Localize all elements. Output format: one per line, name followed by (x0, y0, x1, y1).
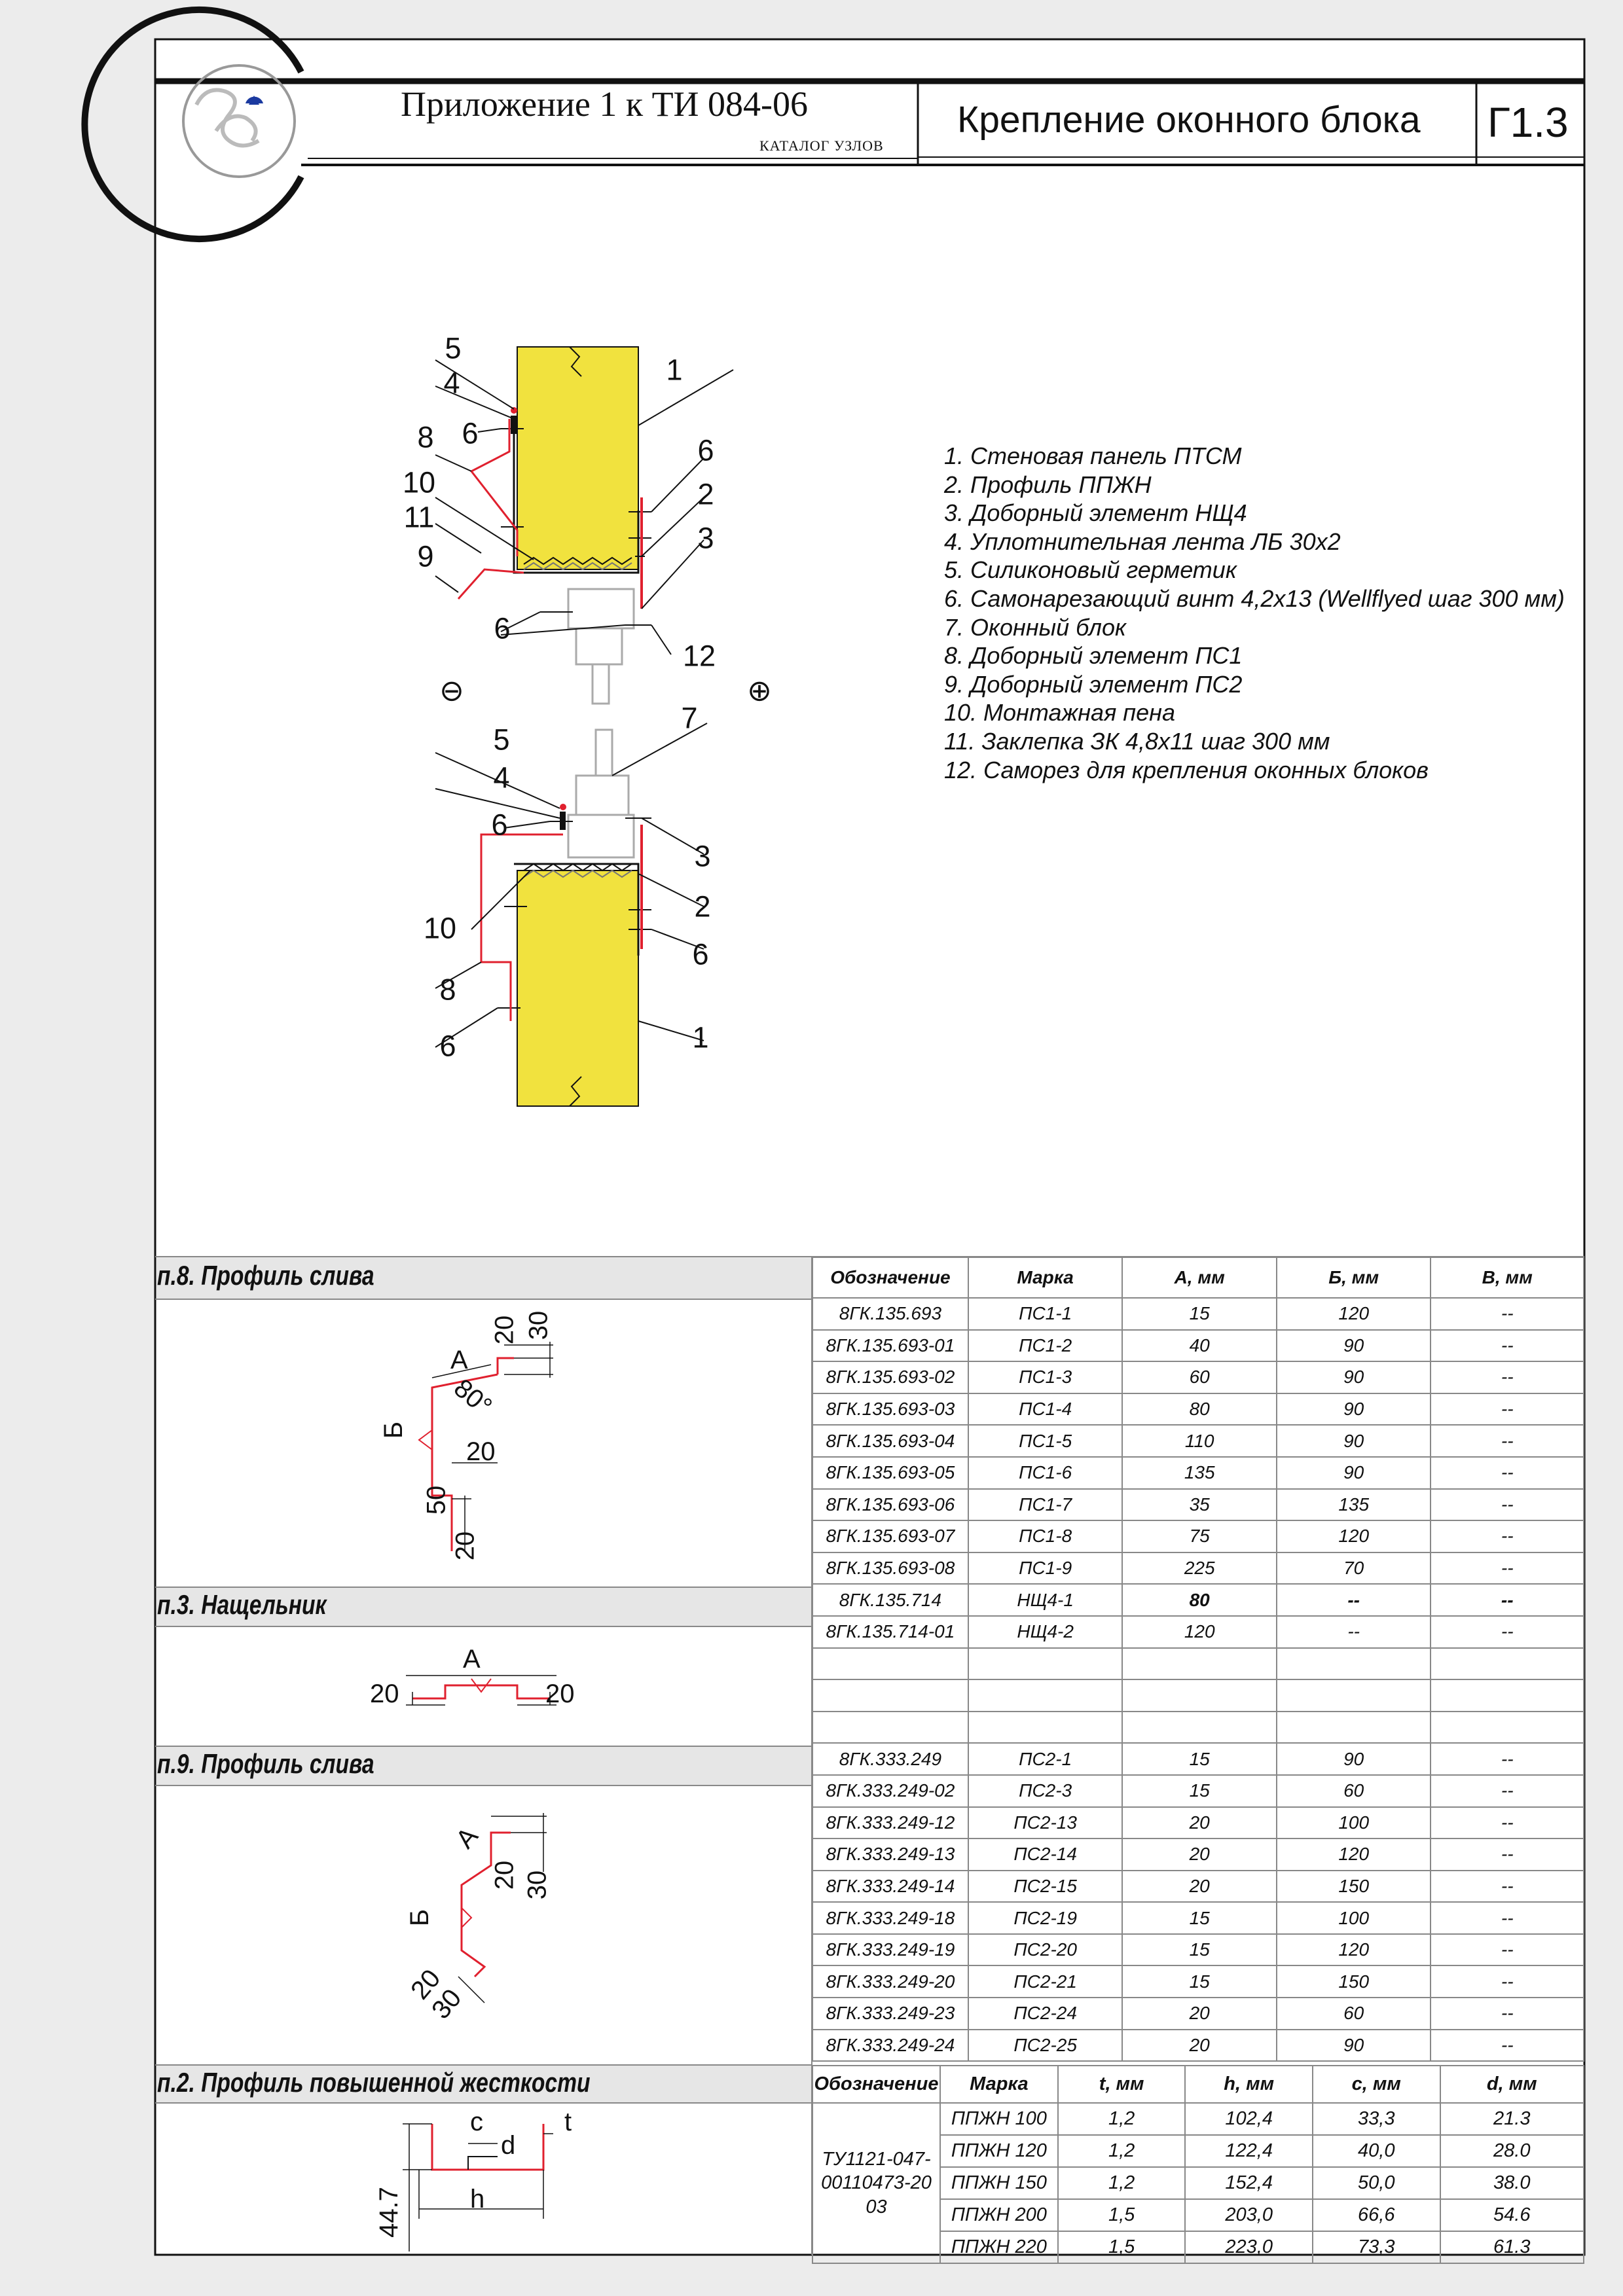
table-cell (968, 1679, 1123, 1712)
table-cell: 80 (1122, 1393, 1277, 1426)
appendix-title: Приложение 1 к ТИ 084-06 (401, 84, 809, 124)
table-row (812, 1361, 1584, 1393)
table-row (812, 1998, 1584, 2030)
table-cell: 90 (1277, 1425, 1431, 1457)
ppzhn-cell: 50,0 (1313, 2167, 1440, 2199)
table-cell: 90 (1277, 1743, 1431, 1775)
table-row (812, 1584, 1584, 1616)
table-cell: 225 (1122, 1552, 1277, 1585)
ppzhn-col-d: d, мм (1440, 2066, 1584, 2103)
ppzhn-cell: 54.6 (1440, 2199, 1584, 2231)
table-header-row (812, 1257, 1584, 1298)
table-cell (1277, 1712, 1431, 1744)
ppzhn-cell: 1,5 (1058, 2199, 1186, 2231)
legend-item: 1. Стеновая панель ПТСМ (944, 442, 1242, 469)
table-cell: 8ГК.135.693-01 (812, 1330, 968, 1362)
p9-dim-30: 30 (522, 1870, 552, 1900)
p9-dim-20b: 20 (405, 1964, 447, 2005)
callout-4-lower: 4 (493, 761, 510, 795)
table-cell: 100 (1277, 1807, 1431, 1839)
table-cell (812, 1679, 968, 1712)
p2-dim-h: h (470, 2185, 485, 2214)
table-cell (968, 1648, 1123, 1680)
parts-legend (944, 442, 1565, 784)
ppzhn-cell: 203,0 (1185, 2199, 1313, 2231)
table-cell: 60 (1277, 1998, 1431, 2030)
legend-item: 7. Оконный блок (944, 613, 1126, 641)
table-cell: -- (1431, 1998, 1584, 2030)
table-cell (812, 1712, 968, 1744)
table-cell: ПС1-6 (968, 1457, 1123, 1489)
table-row (812, 1902, 1584, 1934)
table-row (812, 1298, 1584, 1330)
table-cell (1431, 1679, 1584, 1712)
ppzhn-col-mark: Марка (940, 2066, 1058, 2103)
table-cell: ПС2-21 (968, 1965, 1123, 1998)
table-cell: -- (1431, 1871, 1584, 1903)
table-cell: -- (1431, 1965, 1584, 1998)
table-cell: 135 (1122, 1457, 1277, 1489)
ppzhn-cell: 38.0 (1440, 2167, 1584, 2199)
plus-symbol: ⊕ (747, 673, 772, 708)
table-cell: 8ГК.135.693-04 (812, 1425, 968, 1457)
ppzhn-cell: 1,2 (1058, 2103, 1186, 2135)
table-cell: НЩ4-2 (968, 1616, 1123, 1648)
table-cell: -- (1277, 1616, 1431, 1648)
p8-dim-a: А (450, 1346, 468, 1374)
ppzhn-cell: 73,3 (1313, 2231, 1440, 2263)
p8-dim-50: 50 (422, 1485, 451, 1515)
table-cell (1277, 1648, 1431, 1680)
callout-6-lower: 6 (491, 808, 508, 842)
table-cell: 8ГК.135.693-07 (812, 1520, 968, 1552)
table-cell (1431, 1712, 1584, 1744)
p8-dim-b: Б (379, 1421, 409, 1439)
table-cell: -- (1431, 1584, 1584, 1616)
table-cell: 75 (1122, 1520, 1277, 1552)
callout-1-lower: 1 (692, 1020, 709, 1054)
p9-dim-30b: 30 (426, 1983, 467, 2025)
p8-dim-20: 20 (490, 1315, 519, 1345)
legend-item: 9. Доборный элемент ПС2 (944, 670, 1243, 698)
ppzhn-row (812, 2103, 1584, 2135)
table-cell (1122, 1679, 1277, 1712)
legend-item: 3. Доборный элемент НЩ4 (944, 499, 1247, 527)
p8-dim-30: 30 (524, 1310, 553, 1340)
table-cell (968, 1712, 1123, 1744)
legend-item: 11. Заклепка ЗК 4,8х11 шаг 300 мм (944, 727, 1330, 755)
table-cell: 90 (1277, 1393, 1431, 1426)
table-row (812, 1425, 1584, 1457)
callout-6-lower-b: 6 (692, 937, 709, 971)
table-row (812, 1934, 1584, 1966)
callout-10: 10 (402, 465, 436, 499)
p9-dim-b: Б (405, 1909, 435, 1927)
table-row (812, 1871, 1584, 1903)
table-cell: 8ГК.135.693-06 (812, 1489, 968, 1521)
table-cell: ПС2-15 (968, 1871, 1123, 1903)
table-cell: 15 (1122, 1965, 1277, 1998)
table-cell: 8ГК.333.249-12 (812, 1807, 968, 1839)
legend-item: 12. Саморез для крепления оконных блоков (944, 756, 1429, 783)
table-cell: 120 (1277, 1934, 1431, 1966)
table-cell: 120 (1277, 1298, 1431, 1330)
table-cell: ПС1-7 (968, 1489, 1123, 1521)
ppzhn-col-designation: Обозначение (812, 2066, 940, 2103)
callout-7: 7 (681, 701, 698, 735)
p2-dim-d: d (501, 2131, 516, 2160)
p3-dim-a: А (463, 1645, 481, 1674)
table-cell: ПС2-25 (968, 2030, 1123, 2062)
ppzhn-cell: ППЖН 150 (940, 2167, 1058, 2199)
callout-10-lower: 10 (423, 911, 457, 945)
table-row (812, 1712, 1584, 1744)
ppzhn-designation: ТУ1121-047- 00110473-20 03 (812, 2103, 940, 2263)
ppzhn-col-t: t, мм (1058, 2066, 1186, 2103)
table-cell: 100 (1277, 1902, 1431, 1934)
table-row (812, 1552, 1584, 1585)
table-cell: -- (1277, 1584, 1431, 1616)
table-cell: 8ГК.135.693-08 (812, 1552, 968, 1585)
table-cell: -- (1431, 1552, 1584, 1585)
table-cell: 70 (1277, 1552, 1431, 1585)
table-cell: 90 (1277, 1330, 1431, 1362)
table-cell: 150 (1277, 1871, 1431, 1903)
table-cell: 15 (1122, 1775, 1277, 1807)
table-cell: 8ГК.135.714-01 (812, 1616, 968, 1648)
p3-dim-left: 20 (370, 1679, 399, 1708)
table-row (812, 1489, 1584, 1521)
table-row (812, 1965, 1584, 1998)
table-cell: -- (1431, 2030, 1584, 2062)
table-cell: 120 (1122, 1616, 1277, 1648)
callout-9: 9 (417, 539, 434, 573)
table-cell: 120 (1277, 1520, 1431, 1552)
table-cell: ПС1-2 (968, 1330, 1123, 1362)
table-cell: ПС2-20 (968, 1934, 1123, 1966)
p2-dim-height: 44.7 (374, 2187, 403, 2238)
profile-table (812, 1257, 1584, 2062)
table-cell: 20 (1122, 1839, 1277, 1871)
table-cell (812, 1648, 968, 1680)
col-designation: Обозначение (812, 1257, 968, 1298)
table-cell: ПС1-3 (968, 1361, 1123, 1393)
table-cell: 8ГК.135.714 (812, 1584, 968, 1616)
table-cell: 8ГК.333.249-02 (812, 1775, 968, 1807)
callout-11: 11 (403, 500, 435, 534)
table-row (812, 1520, 1584, 1552)
ppzhn-cell: 223,0 (1185, 2231, 1313, 2263)
table-cell: -- (1431, 1330, 1584, 1362)
ppzhn-cell: 1,2 (1058, 2135, 1186, 2167)
legend-item: 2. Профиль ППЖН (944, 471, 1152, 498)
table-cell: ПС1-4 (968, 1393, 1123, 1426)
table-cell: -- (1431, 1902, 1584, 1934)
table-cell: -- (1431, 1393, 1584, 1426)
table-cell: -- (1431, 1807, 1584, 1839)
callout-6-lower-c: 6 (439, 1029, 456, 1063)
catalog-label: КАТАЛОГ УЗЛОВ (759, 137, 884, 154)
minus-symbol: ⊖ (439, 673, 464, 708)
table-row (812, 1616, 1584, 1648)
ppzhn-cell: 1,2 (1058, 2167, 1186, 2199)
table-cell: -- (1431, 1775, 1584, 1807)
table-cell: 20 (1122, 2030, 1277, 2062)
callout-1: 1 (666, 353, 683, 387)
table-cell: 90 (1277, 1457, 1431, 1489)
table-cell: 90 (1277, 2030, 1431, 2062)
table-row (812, 1679, 1584, 1712)
table-cell (1122, 1648, 1277, 1680)
ppzhn-cell: 1,5 (1058, 2231, 1186, 2263)
table-cell: 8ГК.333.249-13 (812, 1839, 968, 1871)
table-cell: ПС1-9 (968, 1552, 1123, 1585)
table-row (812, 1648, 1584, 1680)
ppzhn-cell: ППЖН 120 (940, 2135, 1058, 2167)
table-cell (1277, 1679, 1431, 1712)
table-cell: 90 (1277, 1361, 1431, 1393)
p8-dim-angle: 80° (448, 1373, 498, 1422)
table-cell: ПС2-14 (968, 1839, 1123, 1871)
ppzhn-cell: ППЖН 220 (940, 2231, 1058, 2263)
table-cell: 8ГК.333.249-14 (812, 1871, 968, 1903)
table-cell (1122, 1712, 1277, 1744)
callout-12: 12 (682, 639, 716, 673)
ppzhn-cell: 40,0 (1313, 2135, 1440, 2167)
section-p2-title: п.2. Профиль повышенной жесткости (157, 2067, 591, 2098)
sheet-code: Г1.3 (1487, 99, 1569, 146)
table-cell: НЩ4-1 (968, 1584, 1123, 1616)
legend-item: 5. Силиконовый герметик (944, 556, 1237, 584)
p2-dim-c: c (470, 2108, 483, 2136)
table-cell: 150 (1277, 1965, 1431, 1998)
callout-3: 3 (697, 521, 714, 555)
table-cell: ПС2-1 (968, 1743, 1123, 1775)
p9-dim-20: 20 (490, 1860, 519, 1890)
col-b: Б, мм (1277, 1257, 1431, 1298)
col-v: В, мм (1431, 1257, 1584, 1298)
table-cell: 8ГК.333.249-18 (812, 1902, 968, 1934)
table-cell: 60 (1277, 1775, 1431, 1807)
table-cell: ПС1-5 (968, 1425, 1123, 1457)
legend-item: 6. Самонарезающий винт 4,2х13 (Wellflyed шаг 300 мм) (944, 584, 1565, 612)
p3-dim-right: 20 (545, 1679, 575, 1708)
table-cell: 8ГК.135.693-02 (812, 1361, 968, 1393)
table-row (812, 1457, 1584, 1489)
ppzhn-cell: ППЖН 100 (940, 2103, 1058, 2135)
table-row (812, 1775, 1584, 1807)
table-cell: -- (1431, 1489, 1584, 1521)
table-cell: 8ГК.135.693-03 (812, 1393, 968, 1426)
table-cell: 8ГК.333.249-20 (812, 1965, 968, 1998)
table-cell: -- (1431, 1839, 1584, 1871)
table-cell: 15 (1122, 1934, 1277, 1966)
table-cell: 20 (1122, 1807, 1277, 1839)
ppzhn-cell: 33,3 (1313, 2103, 1440, 2135)
table-cell (1431, 1648, 1584, 1680)
callout-6: 6 (462, 416, 479, 450)
ppzhn-cell: 152,4 (1185, 2167, 1313, 2199)
callout-6c: 6 (697, 433, 714, 467)
ppzhn-cell: 28.0 (1440, 2135, 1584, 2167)
table-row (812, 1393, 1584, 1426)
table-cell: 8ГК.333.249-23 (812, 1998, 968, 2030)
table-cell: 135 (1277, 1489, 1431, 1521)
table-row (812, 1330, 1584, 1362)
table-cell: ПС1-1 (968, 1298, 1123, 1330)
callout-5: 5 (445, 331, 462, 365)
table-cell: 8ГК.333.249-24 (812, 2030, 968, 2062)
ppzhn-cell: 122,4 (1185, 2135, 1313, 2167)
table-row (812, 1743, 1584, 1775)
table-cell: -- (1431, 1616, 1584, 1648)
col-a: А, мм (1122, 1257, 1277, 1298)
table-cell: 110 (1122, 1425, 1277, 1457)
table-row (812, 1839, 1584, 1871)
table-cell: 15 (1122, 1298, 1277, 1330)
table-cell: -- (1431, 1743, 1584, 1775)
callout-8: 8 (417, 420, 434, 454)
table-cell: ПС2-13 (968, 1807, 1123, 1839)
table-cell: 40 (1122, 1330, 1277, 1362)
ppzhn-cell: 21.3 (1440, 2103, 1584, 2135)
table-cell: ПС2-3 (968, 1775, 1123, 1807)
table-cell: 15 (1122, 1743, 1277, 1775)
legend-item: 8. Доборный элемент ПС1 (944, 642, 1243, 670)
callout-2-lower: 2 (694, 889, 711, 924)
table-cell: 8ГК.135.693-05 (812, 1457, 968, 1489)
section-p8-title: п.8. Профиль слива (157, 1260, 374, 1291)
callout-4: 4 (443, 366, 460, 400)
sheet-title: Крепление оконного блока (957, 99, 1421, 141)
ppzhn-cell: ППЖН 200 (940, 2199, 1058, 2231)
table-cell: ПС2-24 (968, 1998, 1123, 2030)
ppzhn-cell: 66,6 (1313, 2199, 1440, 2231)
callout-6b: 6 (494, 611, 511, 645)
table-cell: 35 (1122, 1489, 1277, 1521)
ppzhn-col-c: c, мм (1313, 2066, 1440, 2103)
section-p9-title: п.9. Профиль слива (157, 1748, 374, 1779)
table-cell: -- (1431, 1520, 1584, 1552)
table-cell: 80 (1122, 1584, 1277, 1616)
ppzhn-cell: 102,4 (1185, 2103, 1313, 2135)
table-cell: -- (1431, 1298, 1584, 1330)
p8-dim-20c: 20 (450, 1531, 480, 1561)
callout-3-lower: 3 (694, 839, 711, 873)
table-cell: -- (1431, 1425, 1584, 1457)
table-cell: 60 (1122, 1361, 1277, 1393)
callout-2: 2 (697, 477, 714, 511)
callout-8-lower: 8 (439, 973, 456, 1007)
ppzhn-col-h: h, мм (1185, 2066, 1313, 2103)
ppzhn-header-row (812, 2066, 1584, 2103)
table-cell: 8ГК.333.249 (812, 1743, 968, 1775)
p9-dim-a: А (450, 1821, 484, 1854)
legend-item: 4. Уплотнительная лента ЛБ 30х2 (944, 528, 1341, 555)
p8-dim-20b: 20 (466, 1437, 496, 1466)
table-cell: -- (1431, 1361, 1584, 1393)
table-cell: ПС1-8 (968, 1520, 1123, 1552)
table-cell: -- (1431, 1934, 1584, 1966)
table-cell: -- (1431, 1457, 1584, 1489)
table-cell: 8ГК.333.249-19 (812, 1934, 968, 1966)
table-cell: ПС2-19 (968, 1902, 1123, 1934)
table-row (812, 2030, 1584, 2062)
callout-5-lower: 5 (493, 723, 510, 757)
ppzhn-table (812, 2065, 1584, 2264)
table-cell: 15 (1122, 1902, 1277, 1934)
section-p3-title: п.3. Нащельник (157, 1589, 327, 1620)
table-cell: 20 (1122, 1998, 1277, 2030)
table-cell: 120 (1277, 1839, 1431, 1871)
col-mark: Марка (968, 1257, 1123, 1298)
table-cell: 20 (1122, 1871, 1277, 1903)
legend-item: 10. Монтажная пена (944, 699, 1175, 726)
table-row (812, 1807, 1584, 1839)
table-cell: 8ГК.135.693 (812, 1298, 968, 1330)
ppzhn-cell: 61.3 (1440, 2231, 1584, 2263)
p2-dim-t: t (564, 2108, 572, 2136)
